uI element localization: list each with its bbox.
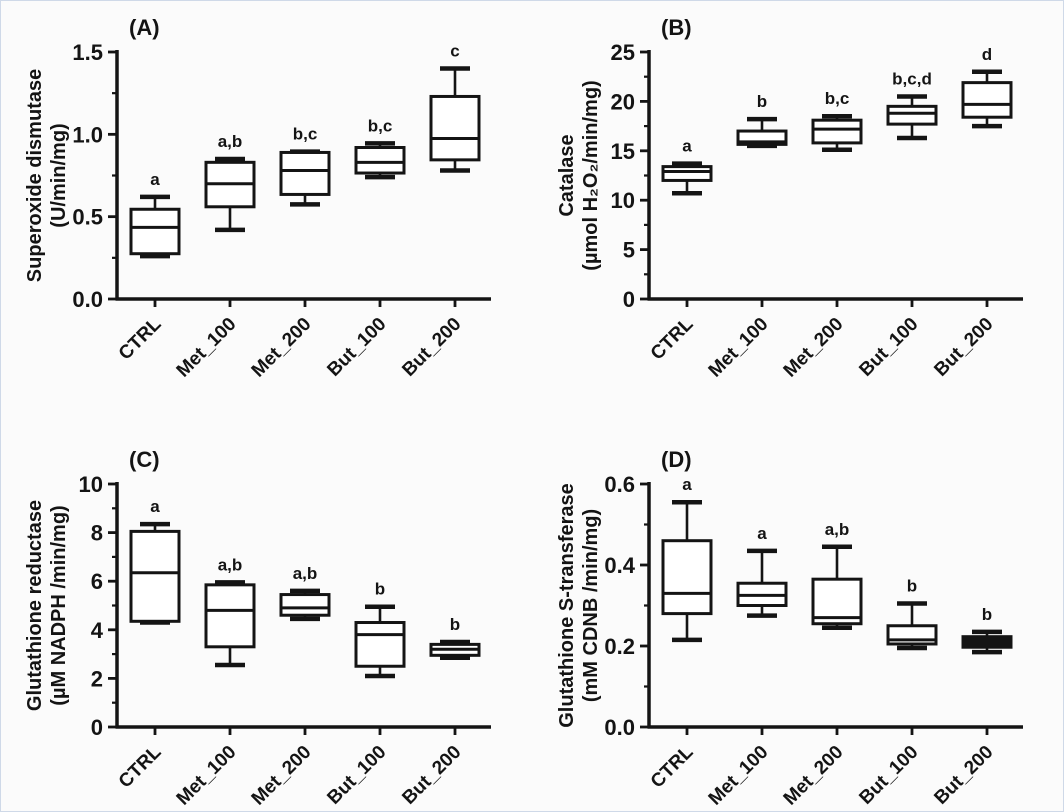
x-category-label: CTRL bbox=[114, 313, 166, 365]
significance-letters: b bbox=[756, 92, 768, 112]
y-tick-label: 0 bbox=[90, 715, 103, 740]
panel-D-glutathione-s-transferase bbox=[533, 407, 1064, 812]
x-category-label: Met_200 bbox=[779, 741, 848, 810]
panel-B-catalase bbox=[533, 1, 1064, 407]
box-iqr bbox=[813, 120, 861, 143]
x-category-label: Met_200 bbox=[247, 741, 316, 810]
y-tick-label: 0.0 bbox=[72, 287, 103, 312]
significance-letters: b bbox=[374, 579, 386, 599]
y-tick-label: 10 bbox=[610, 188, 635, 214]
box-iqr bbox=[356, 148, 404, 174]
y-tick-label: 1.0 bbox=[72, 122, 103, 148]
x-category-label: But_200 bbox=[398, 741, 466, 809]
x-category-label: Met_100 bbox=[172, 313, 241, 382]
y-tick-label: 1.5 bbox=[72, 40, 103, 65]
y-tick-label: 2 bbox=[90, 666, 103, 692]
y-axis-title: Catalase bbox=[556, 134, 578, 217]
y-tick-label: 4 bbox=[90, 617, 103, 643]
box-iqr bbox=[963, 83, 1011, 118]
x-category-label: But_200 bbox=[930, 313, 998, 381]
y-tick-label: 25 bbox=[610, 40, 635, 65]
box-iqr bbox=[663, 541, 711, 614]
y-axis-title-units: (mM CDNB /min/mg) bbox=[580, 508, 602, 703]
x-category-label: But_100 bbox=[855, 741, 923, 809]
x-category-label: But_200 bbox=[930, 741, 998, 809]
significance-letters: a bbox=[682, 475, 692, 495]
significance-letters: c bbox=[450, 41, 460, 61]
x-category-label: But_100 bbox=[323, 741, 391, 809]
y-axis-title: Superoxide dismutase bbox=[24, 68, 46, 283]
y-axis-title: Glutathione S-transferase bbox=[556, 483, 578, 728]
box-iqr bbox=[281, 152, 329, 194]
significance-letters: a bbox=[150, 497, 160, 517]
box-iqr bbox=[131, 209, 179, 253]
y-axis-title-units: (µM NADPH /min/mg) bbox=[48, 505, 70, 706]
y-tick-label: 0.6 bbox=[604, 472, 635, 497]
significance-letters: a,b bbox=[292, 563, 318, 583]
y-tick-label: 6 bbox=[90, 569, 103, 595]
x-category-label: Met_100 bbox=[172, 741, 241, 810]
y-tick-label: 0.2 bbox=[604, 634, 635, 659]
y-tick-label: 20 bbox=[610, 89, 635, 115]
x-category-label: CTRL bbox=[114, 741, 166, 793]
significance-letters: b,c bbox=[824, 89, 850, 109]
significance-letters: b bbox=[449, 614, 461, 634]
x-category-label: Met_200 bbox=[779, 313, 848, 382]
x-category-label: CTRL bbox=[646, 741, 698, 793]
box-iqr bbox=[206, 585, 254, 647]
y-axis-title-units: (µmol H₂O₂/min/mg) bbox=[580, 80, 602, 271]
significance-letters: a,b bbox=[217, 555, 243, 575]
significance-letters: a,b bbox=[217, 132, 243, 152]
x-category-label: But_100 bbox=[323, 313, 391, 381]
significance-letters: b,c bbox=[292, 124, 318, 144]
box-iqr bbox=[281, 595, 329, 616]
significance-letters: a bbox=[757, 523, 767, 543]
significance-letters: b bbox=[981, 604, 993, 624]
y-tick-label: 15 bbox=[610, 138, 635, 164]
box-iqr bbox=[431, 96, 479, 159]
box-iqr bbox=[663, 167, 711, 181]
y-tick-label: 0.5 bbox=[72, 204, 103, 230]
panel-C-glutathione-reductase bbox=[1, 407, 533, 812]
panel-letter: (D) bbox=[661, 447, 692, 472]
x-category-label: Met_100 bbox=[704, 313, 773, 382]
y-tick-label: 0 bbox=[622, 287, 635, 312]
x-category-label: But_200 bbox=[398, 313, 466, 381]
y-tick-label: 10 bbox=[78, 472, 103, 497]
x-category-label: CTRL bbox=[646, 313, 698, 365]
significance-letters: b bbox=[906, 576, 918, 596]
y-axis-title-units: (U/min/mg) bbox=[48, 123, 70, 228]
panel-A-superoxide-dismutase bbox=[1, 1, 533, 407]
y-tick-label: 0.4 bbox=[604, 553, 635, 578]
panel-letter: (C) bbox=[129, 447, 160, 472]
significance-letters: a,b bbox=[824, 519, 850, 539]
panel-letter: (A) bbox=[129, 15, 160, 40]
y-tick-label: 8 bbox=[90, 520, 103, 546]
x-category-label: But_100 bbox=[855, 313, 923, 381]
box-iqr bbox=[356, 623, 404, 667]
significance-letters: b,c bbox=[367, 116, 393, 136]
x-category-label: Met_200 bbox=[247, 313, 316, 382]
box-iqr bbox=[131, 531, 179, 621]
y-tick-label: 5 bbox=[622, 237, 635, 263]
significance-letters: b,c,d bbox=[892, 69, 932, 89]
significance-letters: a bbox=[150, 169, 160, 189]
y-axis-title: Glutathione reductase bbox=[24, 499, 46, 712]
x-category-label: Met_100 bbox=[704, 741, 773, 810]
y-tick-label: 0.0 bbox=[604, 715, 635, 740]
box-iqr bbox=[888, 106, 936, 124]
panel-letter: (B) bbox=[661, 15, 692, 40]
significance-letters: a bbox=[682, 136, 692, 156]
significance-letters: d bbox=[981, 44, 993, 64]
